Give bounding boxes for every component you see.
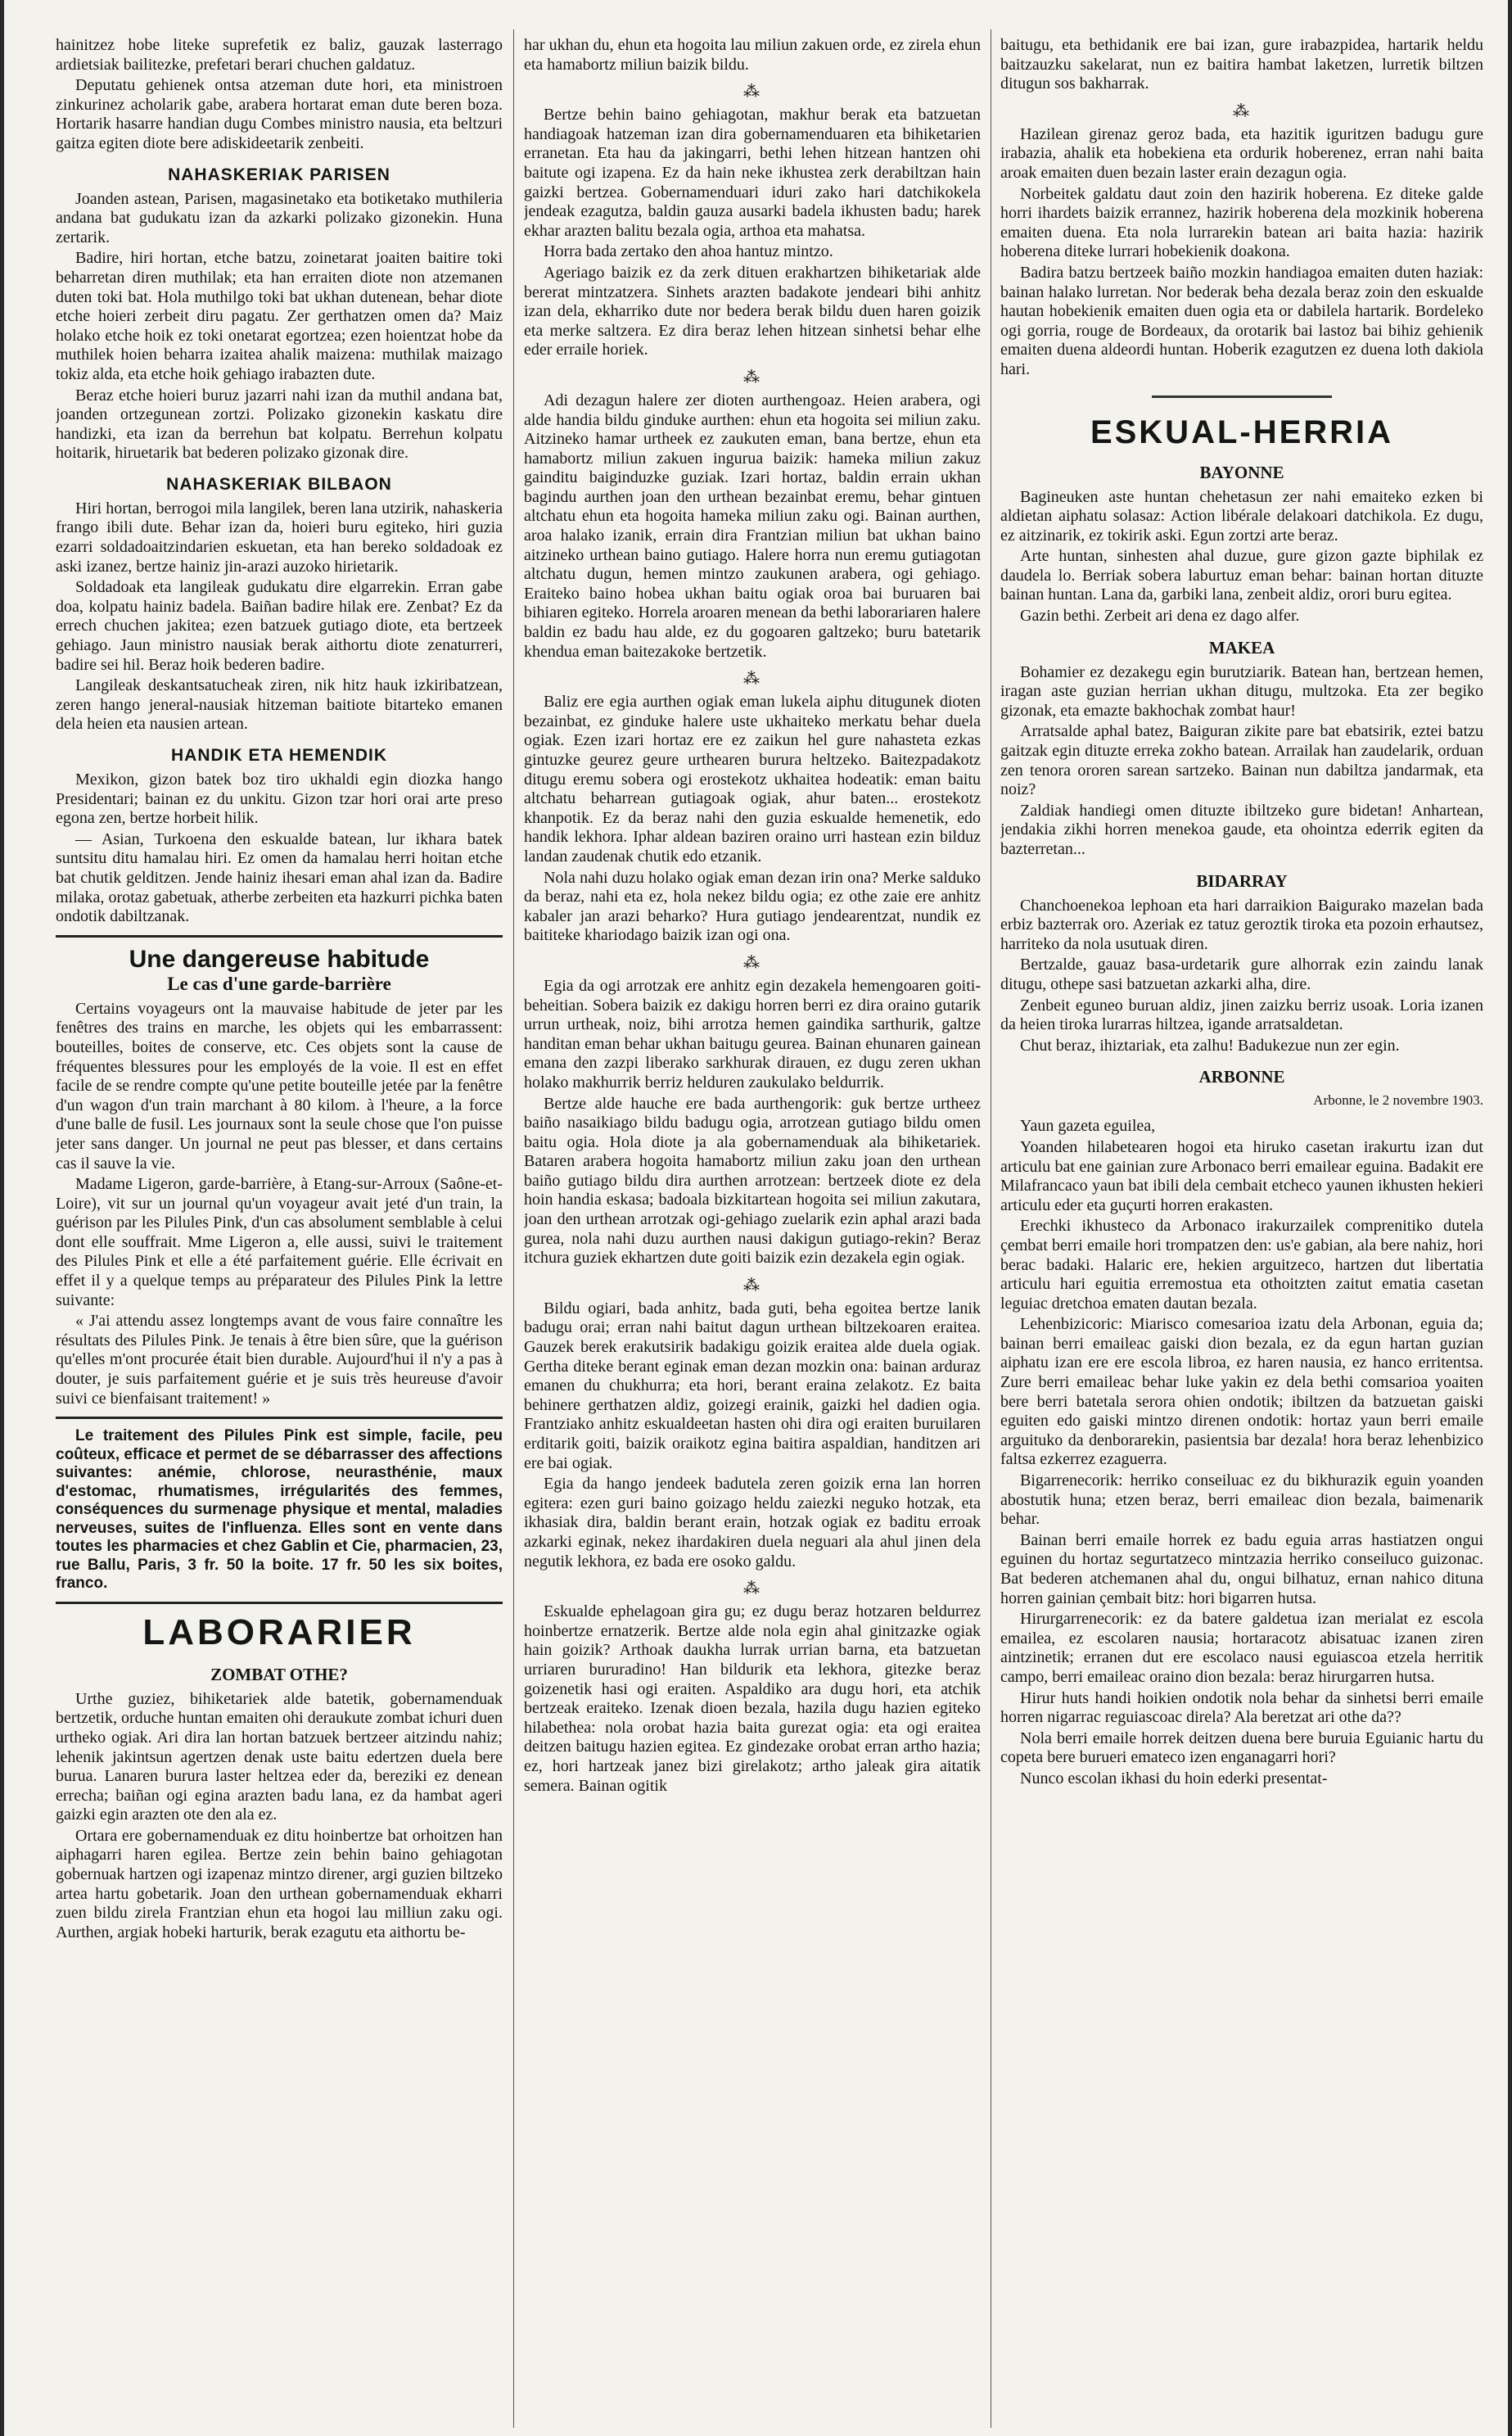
paragraph: Nola berri emaile horrek deitzen duena bere buruia Eguianic hartu du copeta bere burueri emateco izen enganagarri hori? [1000, 1729, 1483, 1767]
paragraph: Beraz etche hoieri buruz jazarri nahi izan da muthil andana bat, joanden ortzegunean zortzi. Polizako gizonekin kaskatu dire handizki, eta izan da berrehun bat kolpatu. Berrehun kolpatu hoitarik, hiruetarik bat bederen polizako gizonak dire. [56, 386, 503, 463]
paragraph: Lehenbizicoric: Miarisco comesarioa izatu dela Arbonan, eguia da; bainan berri emaileac gaiski dion bezala, ez da egun hartan guzian aiphatu izan ere ere escola libroa, ez haren nausia, ez hanco erritentsa. Zure berri emaileac behar luke yakin ez dela bethi comsarioa yoaiten bere berri batetala serora ohien ondotik; ibiltzen da batzuetan gaiski eguiten edo gaiski mintzo direnen ondotik: hortaz yaun berri emaile arguituko da denborarekin, pasientsia bar dezala! hora beraz lehenbizico faltsa ezkerrez ezaguerra. [1000, 1315, 1483, 1469]
divider [56, 1602, 503, 1604]
paragraph: baitugu, eta bethidanik ere bai izan, gure irabazpidea, hartarik heldu baitzauzku sakelarat, nun ez baitira hambat laketzen, lurretik biltzen ditugun sos bakharrak. [1000, 36, 1483, 93]
column-rule-1 [513, 29, 514, 2428]
place-heading-bidarray: BIDARRAY [1196, 870, 1288, 891]
asterism-separator: ⁂ [743, 670, 761, 689]
paragraph: Horra bada zertako den ahoa hantuz mintzo. [544, 242, 833, 261]
paragraph: hainitzez hobe liteke suprefetik ez baliz, gauzak lasterrago ardietsiak bailitezke, prefetari berari chuchen galdatuz. [56, 36, 503, 74]
section-heading-handik: HANDIK ETA HEMENDIK [171, 746, 387, 765]
asterism-separator: ⁂ [1233, 102, 1251, 120]
paragraph: Bertzalde, gauaz basa-urdetarik gure alhorrak ezin zaindu lanak ditugu, othepe sasi batzuetan azkarki alha, dire. [1000, 956, 1483, 993]
paragraph: Urthe guziez, bihiketariek alde batetik, gobernamenduak bertzetik, orduche huntan emaiten ohi deraukute zombat ichuri duen urtheko ogiak. Ari dira lan hortan batzuek bertzeer aitzindu nahiz; lehenik jakintsun agertzen denak uste baitu edertzen duela bere burua. Lanaren burura laster heltzea eder da, bereziki ez denean errecha; baiñan ogi egina arazten badu lana, ez da hambat ageri gaizki egin arazten ote den ala ez. [56, 1689, 503, 1824]
paragraph: Badira batzu bertzeek baiño mozkin handiagoa emaiten duten haziak: bainan halako lurretan. Nor bederak beha dezala beraz zoin den eskualde hautan hobekienik emaiten duen ogia eta or dabilela hartarik. Bordeleko ogi gorria, rouge de Bordeaux, da orotarik bai lastoz bai bihiz gehienik emaiten duena aldeordi huntan. Hoberik ezagutzen ez duena loth dakiola hari. [1000, 263, 1483, 378]
place-heading-bayonne: BAYONNE [1199, 462, 1284, 482]
paragraph: Erechki ikhusteco da Arbonaco irakurzailek comprenitiko dutela çembat berri emaile hori trompatzen den: us'e gabian, ala bere nahiz, hori berac badaki. Halaric ere, hekien arguitzeco, hartzen dut libertatia articulu hari eguitia erremostua eta othoitzten zaitut ematia casetan leguiac dretchoa ematen dautan bezala. [1000, 1217, 1483, 1313]
paragraph: Badire, hiri hortan, etche batzu, zoinetarat joaiten baitire toki beharretan diren muthilak; eta han erraiten diote non atzemanen duten toki bat. Hola muthilgo toki bat ukhan dutenean, behar diote etche hoieri zerbeit diru pagatu. Zer gerthatzen omen da? Maiz holako etche hoik ez toki onetarat egortzea; ezen hoientzat hobe da muthilek hoien beharra izaitea ahalik maizena: muthilak maizago tokiz alda, eta etche hoik gehiago irabazten dute. [56, 249, 503, 383]
paragraph: har ukhan du, ehun eta hogoita lau miliun zakuen orde, ez zirela ehun eta hamabortz miliun baizik bildu. [524, 36, 981, 74]
paragraph: Ageriago baizik ez da zerk dituen erakhartzen bihiketariak alde bererat mintzatzera. Sinhets arazten badakote jendeari bihi anhitz izan dela, ekharriko dute nor bedera berak bildu duen haren goizik eta merke saltzera. Ez dira beraz lehen hitzean sinhetsi behar elhe eder erraile horiek. [524, 263, 981, 359]
paragraph: Eskualde ephelagoan gira gu; ez dugu beraz hotzaren beldurrez hoinbertze ernatzerik. Bertze alde nola egin ahal ginitzazke ogiak hain goizik? Arthoak daukha lurrak urrian barna, eta batzuetan urriaren bururadino! Han bildurik eta lekhora, gitezke beraz goizenetik hasi ogi eraiten. Aspaldiko ara dugu hori, eta atchik bertzeak eraiteko. Izenak dioen bezala, hazila dugu hazien egiteko hilabethea: nola orobat hazia baita gurezat ogia: eta ogi eraitea deitzen baitugu hazien egitea. Ez gindezake orobat erran artho hazia; ez, hori hartzeak janez bizi girelakotz; artho jaleak gira aitatik semera. Bainan ogitik [524, 1602, 981, 1795]
paragraph: Hiri hortan, berrogoi mila langilek, beren lana utzirik, nahaskeria frango ibili dute. Behar izan da, hoieri buru egiteko, hiri guzia ezarri soldadoaitzindarien eskuetan, eta han bereko soldadoak ez aski izanez, bertze hainiz jin-arazi auzoko hirietarik. [56, 499, 503, 576]
paragraph: Deputatu gehienek ontsa atzeman dute hori, eta ministroen zinkurinez acholarik gabe, arabera hortarat eman dute beren boza. Hortarik hasarre handian dugu Combes ministro nausia, eta beltzuri gaitza egiten diote bere adiskideetarik zenbeiti. [56, 76, 503, 152]
paragraph: Certains voyageurs ont la mauvaise habitude de jeter par les fenêtres des trains en marche, les objets qui les embarrassent: bouteilles, boites de conserve, etc. Ces objets sont la cause de fréquentes blessures pour les employés de la voie. Il est en effet facile de se rendre compte qu'une petite bouteille jetée par la fenêtre d'un wagon d'un train marchant à 80 kilom. à l'heure, a la force d'une balle de fusil. Les journaux sont la seule chose que l'on puisse jeter sans danger. Un journal ne peut pas blesser, et dans certains cas il sauve la vie. [56, 999, 503, 1173]
paragraph: Madame Ligeron, garde-barrière, à Etang-sur-Arroux (Saône-et-Loire), vit sur un journal qu'un voyageur avait jeté d'un train, la guérison par les Pilules Pink, d'un cas absolument semblable à celui dont elle souffrait. Mme Ligeron a, elle aussi, suivi le traitement des Pilules Pink et elle a été parfaitement guérie. Elle écrivait en effet il y a quelque temps au préparateur des Pilules Pink la lettre suivante: [56, 1175, 503, 1309]
paragraph: Joanden astean, Parisen, magasinetako eta botiketako muthileria andana bat gudukatu izan da azkarki polizako gizonekin. Huna zertarik. [56, 189, 503, 246]
paragraph: Arte huntan, sinhesten ahal duzue, gure gizon gazte biphilak ez daudela lo. Berriak sobera laburtuz eman behar: bainan hortan dituzte bainan huntan. Lana da, garbiki lana, zenbeit aldiz, orori buru egitea. [1000, 547, 1483, 604]
paragraph: Norbeitek galdatu daut zoin den hazirik hoberena. Ez diteke galde horri ihardets baizik errannez, hazirik hoberena dela mozkinik hoberena emaiten duena. Eta nola lurrarekin batean ari baita hazia: hazirik hoberena diteke lurrari hobekienik doakona. [1000, 184, 1483, 261]
asterism-separator: ⁂ [743, 83, 761, 102]
paragraph: « J'ai attendu assez longtemps avant de vous faire connaître les résultats des Pilules Pink. Je tenais à être bien sûre, que la guérison qu'elles m'ont procurée était bien durable. Aujourd'hui il n'y a pas à douter, je suis parfaitement guérie et je suis très heureuse d'avoir suivi ce bienfaisant traitement! » [56, 1312, 503, 1408]
article-heading-zombat: ZOMBAT OTHE? [210, 1664, 348, 1684]
paragraph: Yaun gazeta eguilea, [1020, 1117, 1156, 1136]
ornament-rule [1000, 390, 1483, 404]
paragraph: Langileak deskantsatucheak ziren, nik hitz hauk izkiribatzean, zeren hango jeneral-nausiak hitzeman baitiote bitarteko emanen dela heien eta nausien artean. [56, 676, 503, 734]
paragraph: Yoanden hilabetearen hogoi eta hiruko casetan irakurtu izan dut articulu bat ene gainian zure Arbonaco berri emailear eguina. Badakit ere Milafrancaco yaun bat ibili dela cembait etcheco yaunen ikhusten hekieri articulu eder eta guçurti horren erakasten. [1000, 1137, 1483, 1214]
asterism-separator: ⁂ [743, 1580, 761, 1598]
advertisement-text: Le traitement des Pilules Pink est simple, facile, peu coûteux, efficace et permet de se débarrasser des affections suivantes: anémie, chlorose, neurasthénie, maux d'estomac, rhumatismes, irrégularités des femmes, conséquences du surmenage physique et mental, maladies nerveuses, suites de l'influenza. Elles sont en vente dans toutes les pharmacies et chez Gablin et Cie, pharmacien, 23, rue Ballu, Paris, 3 fr. 50 la boite. 17 fr. 50 les six boites, franco. [56, 1427, 503, 1593]
paragraph: Gazin bethi. Zerbeit ari dena ez dago alfer. [1020, 607, 1300, 626]
paragraph: Nunco escolan ikhasi du hoin ederki presentat- [1020, 1769, 1328, 1787]
paragraph: Hirurgarrenecorik: ez da batere galdetua izan merialat ez escola emailea, ez escolaren nausia; hortaracotz abisatuac izanen ziren aintzinetik; erranen dut ere escolaco nausi eguiascoa etzela herritik campo, berri emaileac oraino dion bezala: beraz hirurgarren hutsa. [1000, 1610, 1483, 1686]
paragraph: Bainan berri emaile horrek ez badu eguia arras hastiatzen ongui eguinen du hortaz segurtatzeco mintzazia herriko conseiluco guizonac. Bat bederen atchemanen ahal du, ongui bilhatuz, ernan nahico dituna horren gainian çembait bitz: hori bigarren hutsa. [1000, 1530, 1483, 1607]
section-title-eskual-herria: ESKUAL-HERRIA [1090, 414, 1394, 450]
paragraph: Chut beraz, ihiztariak, eta zalhu! Badukezue nun zer egin. [1020, 1036, 1400, 1055]
paragraph: — Asian, Turkoena den eskualde batean, lur ikhara batek suntsitu ditu hamalau hiri. Ez omen da hamalau herri hoitan etche bat chutik gelditzen. Jende hainiz ihesari eman ahal izan da. Badire milaka, orotaz gabetuak, atherbe zerbeiten eta hazkurri pichka baten ondotik dabiltzanak. [56, 829, 503, 926]
asterism-separator: ⁂ [743, 368, 761, 386]
paragraph: Mexikon, gizon batek boz tiro ukhaldi egin diozka hango Presidentari; bainan ez du unkitu. Gizon tzar hori orai arte preso egona zen, bertze horbeit hilik. [56, 771, 503, 828]
dateline: Arbonne, le 2 novembre 1903. [1313, 1092, 1483, 1109]
divider [56, 935, 503, 938]
article-subheadline: Le cas d'une garde-barrière [167, 973, 391, 994]
paragraph: Bohamier ez dezakegu egin burutziarik. Batean han, bertzean hemen, iragan aste guzian herrian ukhan ditugu, multzoka. Eta zer begiko gizonak, eta emazte bakhochak zombat haur! [1000, 662, 1483, 720]
column-3 [1000, 36, 1483, 2428]
right-page-edge [1508, 0, 1512, 2436]
paragraph: Hirur huts handi hoikien ondotik nola behar da sinhetsi berri emaile horren nigarrac reguiascoac direla? Ala beretzat ari othe da?? [1000, 1688, 1483, 1727]
paragraph: Ortara ere gobernamenduak ez ditu hoinbertze bat orhoitzen han aiphagarri haren egilea. Bertze zein behin baino gehiagotan gobernuak hartzen ogi izapenaz mintzo direner, argi guzien biltzeko artea hartu gobetarik. Joan den urthean gobernamenduak ekharri zuen bildu zirela Frantzian ehun eta hogoi lau milliun zaku ogi. Aurthen, argiak hobeki harturik, berak ezagutu eta aithortu be- [56, 1826, 503, 1941]
paragraph: Baliz ere egia aurthen ogiak eman lukela aiphu ditugunek dioten bezainbat, ez ginduke halere uste ukhaiteko merkatu behar duela ogiak. Ezen izari hortaz ere ez zaikun hel gure nahasteta ezkas gintuzke geurez geure urthearen burura heltzeko. Baitezpadakotz ditugu eremu sobera ogi erostekotz ukhaitea hodeatik: eman baitu altchatu beharrean gutiagoak ogiak, ahur baten... erostekotz khanpotik. Ez da beraz nahi den guzia eskualde hemenetik, edo handik lekhora. Iphar aldean baziren oraino urri hastean ezin bilduz landan zaudenak chutik edo etzanik. [524, 693, 981, 865]
section-title-laborarier: LABORARIER [142, 1611, 416, 1652]
column-1 [56, 36, 503, 2428]
section-heading-parisen: NAHASKERIAK PARISEN [168, 165, 390, 184]
paragraph: Chanchoenekoa lephoan eta hari darraikion Baigurako mazelan bada erbiz bazterrak oro. Azeriak ez tatuz geroztik tiroka eta pozoin erhautsez, harriteko da nola usutuak diren. [1000, 896, 1483, 953]
asterism-separator: ⁂ [743, 953, 761, 972]
paragraph: Bildu ogiari, bada anhitz, bada guti, beha egoitea bertze lanik badugu orai; erran nahi baitut dagun urthean biltzekoaren eraitea. Gauzek berek erakutsirik badakigu goizik eraitea alde duela ogiak. Gertha diteke berant eginak eman dezan mozkin ona: bainan arduraz emanen du chukhurra; eta hori, berant eraina zelakotz. Ez baita behinere gerthatzen aldiz, goizegi erainik, gaizki hel dadien ogia. Frantziako anhitz eskualdeetan hasten ohi dira ogi eraiten buruilaren erditarik goiti, baizik oraikotz egina baitira aspaldian, handitzen ari ere bai ogiak. [524, 1299, 981, 1472]
paragraph: Bagineuken aste huntan chehetasun zer nahi emaiteko ezken bi aldietan aiphatu solasaz: Action libérale delakoari datchikola. Ez dugu, ez aitzinarik, ez tokirik aski. Egun zortzi arte beraz. [1000, 487, 1483, 545]
paragraph: Zaldiak handiegi omen dituzte ibiltzeko gure bidetan! Anhartean, jendakia zikhi horren menekoa gaude, eta ohointza ederrik egiten da bazterretan... [1000, 801, 1483, 858]
paragraph: Arratsalde aphal batez, Baiguran zikite pare bat ebatsirik, eztei batzu gaitzak egin dituzte erreka zokho batean. Arrailak han zaudelarik, orduan zen tenora ororen sarean sartzeko. Bainan nun dabiltza jandarmak, eta noiz? [1000, 722, 1483, 799]
paragraph: Bertze alde hauche ere bada aurthengorik: guk bertze urtheez baiño nasaikiago bildu badugu ogia, arrotzean gutiago bildu omen baitu ogia. Hola diote ja ala gobernamenduak ala bihiketariek. Bataren arabera hogoita hamabortz miliun zaku joan den urthean baiño gutiago bildu dira aurthen arrotzean: bertzeek diote ez dela hoin handia eskasa; badoala bizkitartean hogoita sei miliun zakutara, joan den urthean arrotzak ogi-gehiago zuelarik ezin aphal arazi bada gurea, nola nahi duzu aurthen nausi dakigun gutiago-rekin? Beraz itchura guziek ekhartzen dute goiti baizik ezin dezakela egin ogiak. [524, 1094, 981, 1268]
place-heading-makea: MAKEA [1208, 637, 1275, 658]
section-heading-bilbaon: NAHASKERIAK BILBAON [166, 474, 392, 494]
column-2 [524, 36, 981, 2428]
paragraph: Hazilean girenaz geroz bada, eta hazitik iguritzen badugu gure irabazia, ahalik eta hobekiena eta ordurik hoberenez, erran nahi baita aroak emaiten duen bezain laster erain dezagun ogia. [1000, 124, 1483, 182]
place-heading-arbonne: ARBONNE [1198, 1067, 1285, 1087]
paragraph: Zenbeit eguneo buruan aldiz, jinen zaizku berriz usoak. Loria izanen da heien tiroka lurarras hiltzea, igande arratsaldetan. [1000, 996, 1483, 1034]
paragraph: Soldadoak eta langileak gudukatu dire elgarrekin. Erran gabe doa, kolpatu hainiz badela. Baiñan badire hilak ere. Zenbat? Ez da errech chuchen jakitea; ezen batzuek gutiago diote, eta bertzeek gehiago. Jaun ministro nausiak berak aithortu diote zenaturreri, badire sei hil. Beraz hoik bederen badire. [56, 578, 503, 674]
article-headline-une: Une dangereuse habitude [129, 945, 430, 973]
paragraph: Nola nahi duzu holako ogiak eman dezan irin ona? Merke salduko da beraz, nahi eta ez, hola nekez bildu ogia; ez othe zaie ere anhitz kabaler jan arazi beharko? Hura gutiago jendearentzat, nundik ez baititeke khariodago baizik izan ogi ona. [524, 868, 981, 945]
paragraph: Adi dezagun halere zer dioten aurthengoaz. Heien arabera, ogi alde handia bildu ginduke aurthen: ehun eta hogoita sei miliun zaku. Aitzineko hamar urtheek ez zaukuten eman, bana bertze, ehun eta hamabortz miliun zakuen ingurua baizik: hameka miliun zakuz gainditu baiginduzke guziak. Izari hortaz, baldin errain ukhan bagindu aurthen joan den urthean bezainbat eremu, behar gintuen altchatu ehun eta hogoita hameka miliun zaku ogi. Bainan aurthen, aroa halako izanik, errain dira Frantzian miliun bat ukhan baino aitzineko urthean baino gutiago. Halere horra nun eremu gutiagotan altchatu dugun, hemen mintzo zaukunen arabera, ogi gehiago. Eraiteko baino hobea ukhan baitu ogiak oroa bai buruaren bai bihiaren egiteko. Horrela aroaren menean da bethi laborariaren halere baldin ez badu hau alde, ez du gogoaren galtzeko; buru batetarik khendua eman baitezakoke bertzetik. [524, 391, 981, 661]
paragraph: Bigarrenecorik: herriko conseiluac ez du bikhurazik eguin yoanden abostutik huna; etzen beraz, berri emaileac dion bezala, baimenarik behar. [1000, 1471, 1483, 1529]
asterism-separator: ⁂ [743, 1276, 761, 1295]
divider [56, 1417, 503, 1419]
paragraph: Bertze behin baino gehiagotan, makhur berak eta batzuetan handiagoak hatzeman izan dira gobernamenduaren eta bihiketarien erranetan. Eta hau da jakingarri, bethi lehen hitzean hantzen ohi baitute ogi izapena. Ez da hain neke ikhustea zerk derabiltzan hain gaizki bertzea. Gobernamenduari iduri zako hari datchikokela jendeak ezagutza, baldin gauza ausarki badela ikhusten badu; harek ekhar arazten balitu bezala ogia, arthoa eta mahatsa. [524, 106, 981, 240]
paragraph: Egia da hango jendeek badutela zeren goizik erna lan horren egitera: ezen guri baino goizago heldu zaiezki neguko hotzak, eta ikhasiak dira, baldin berant erain, hotzak ogiak ez baditu erroak azkarki eginak, nekez ihardakiren duela neguari ala ahul jinen dela negutik lekhora, ez bada ere osoko galdu. [524, 1475, 981, 1571]
left-page-edge [0, 0, 4, 2436]
paragraph: Egia da ogi arrotzak ere anhitz egin dezakela hemengoaren goiti-beheitian. Sobera baizik ez dakigu horren berri ez dira oraino gutarik urrun urtheak, noiz, bihi arrotza hemen gaindika sarthurik, galtze handitan eman behar ukhan baitugu geurea. Bainan ehunaren gainean emana den zazpi liberako sarkhurak dirauen, ez dugu zeren ukhan holako makhurrik berriz helduren zaukulako beldurrik. [524, 976, 981, 1091]
